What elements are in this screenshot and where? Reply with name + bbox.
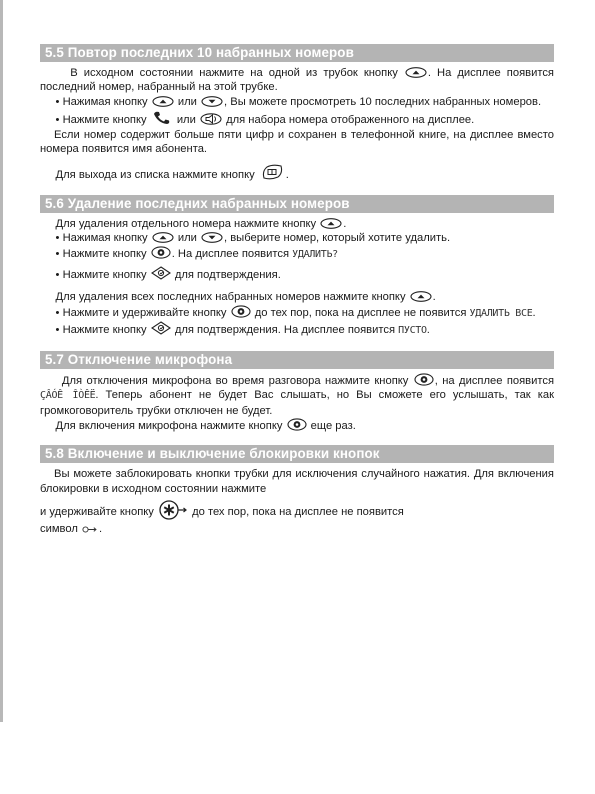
paragraph: Для включения микрофона нажмите кнопку еще раз.	[55, 419, 356, 432]
paragraph: • Нажмите кнопку для подтверждения. На дисплее появится ПУСТО.	[40, 321, 554, 338]
up-key-icon	[405, 67, 427, 78]
phonebook-key-icon	[259, 164, 285, 180]
paragraph: Для выхода из списка нажмите кнопку .	[40, 164, 554, 182]
up-key-icon	[152, 232, 174, 243]
up-key-icon	[152, 96, 174, 107]
ok-key-icon	[151, 321, 171, 335]
down-key-icon	[201, 232, 223, 243]
section-5-5-title: 5.5 Повтор последних 10 набранных номеров	[40, 44, 554, 62]
up-key-icon	[410, 291, 432, 302]
down-key-icon	[201, 96, 223, 107]
mute-key-icon	[231, 305, 251, 318]
mute-key-icon	[414, 373, 434, 386]
paragraph: • Нажмите и удерживайте кнопку до тех пор, пока на дисплее не появится УДАЛИТЬ ВСЕ.	[55, 306, 536, 319]
paragraph: • Нажмите кнопку или для набора номера отображенного на дисплее.	[40, 109, 554, 127]
paragraph: и удерживайте кнопку до тех пор, пока на дисплее не появится	[40, 500, 554, 522]
paragraph: • Нажмите кнопку для подтверждения.	[40, 266, 554, 282]
section-5-6-title: 5.6 Удаление последних набранных номеров	[40, 195, 554, 213]
up-key-icon	[320, 218, 342, 229]
page-margin-rule	[0, 0, 3, 722]
section-5-7-title: 5.7 Отключение микрофона	[40, 351, 554, 369]
lcd-text: ÇÂÓÊ ÎÒÊË	[40, 390, 96, 402]
lcd-text: ПУСТО	[398, 325, 427, 337]
section-5-8-title: 5.8 Включение и выключение блокировки кнопок	[40, 445, 554, 463]
paragraph: • Нажимая кнопку или , Вы можете просмотреть 10 последних набранных номеров.	[55, 95, 542, 108]
call-key-icon	[151, 109, 173, 125]
paragraph: В исходном состоянии нажмите на одной из трубок кнопку . На дисплее появится последний номер, набранный на этой трубке.	[40, 67, 554, 94]
paragraph: Для отключения микрофона во время разговора нажмите кнопку , на дисплее появится ÇÂÓÊ ÎÒÊË. Теперь абонент не будет Вас слышать, но Вы сможете его услышать, так как громкоговоритель трубки отключен не будет.	[40, 374, 555, 417]
lcd-text: УДАЛИТЬ ВСЕ	[469, 307, 533, 319]
mute-key-icon	[151, 246, 171, 259]
star-key-icon	[158, 500, 188, 520]
lcd-text: УДАЛИТЬ?	[292, 248, 338, 260]
paragraph: Вы можете заблокировать кнопки трубки для исключения случайного нажатия. Для включения блокировки в исходном состоянии нажмите	[40, 468, 554, 495]
paragraph: Для удаления всех последних набранных номеров нажмите кнопку .	[55, 291, 436, 304]
ok-key-icon	[151, 266, 171, 280]
speaker-key-icon	[200, 113, 222, 125]
paragraph: Если номер содержит больше пяти цифр и сохранен в телефонной книге, на дисплее вместо номера появится имя абонента.	[40, 128, 554, 156]
paragraph: Для удаления отдельного номера нажмите кнопку .	[55, 217, 347, 230]
key-lock-symbol-icon	[82, 525, 98, 534]
paragraph: • Нажмите кнопку . На дисплее появится УДАЛИТЬ?	[55, 247, 338, 260]
paragraph: • Нажимая кнопку или , выберите номер, который хотите удалить.	[55, 232, 451, 245]
mute-key-icon	[287, 418, 307, 431]
manual-page	[40, 44, 554, 537]
paragraph: символ .	[40, 523, 103, 536]
